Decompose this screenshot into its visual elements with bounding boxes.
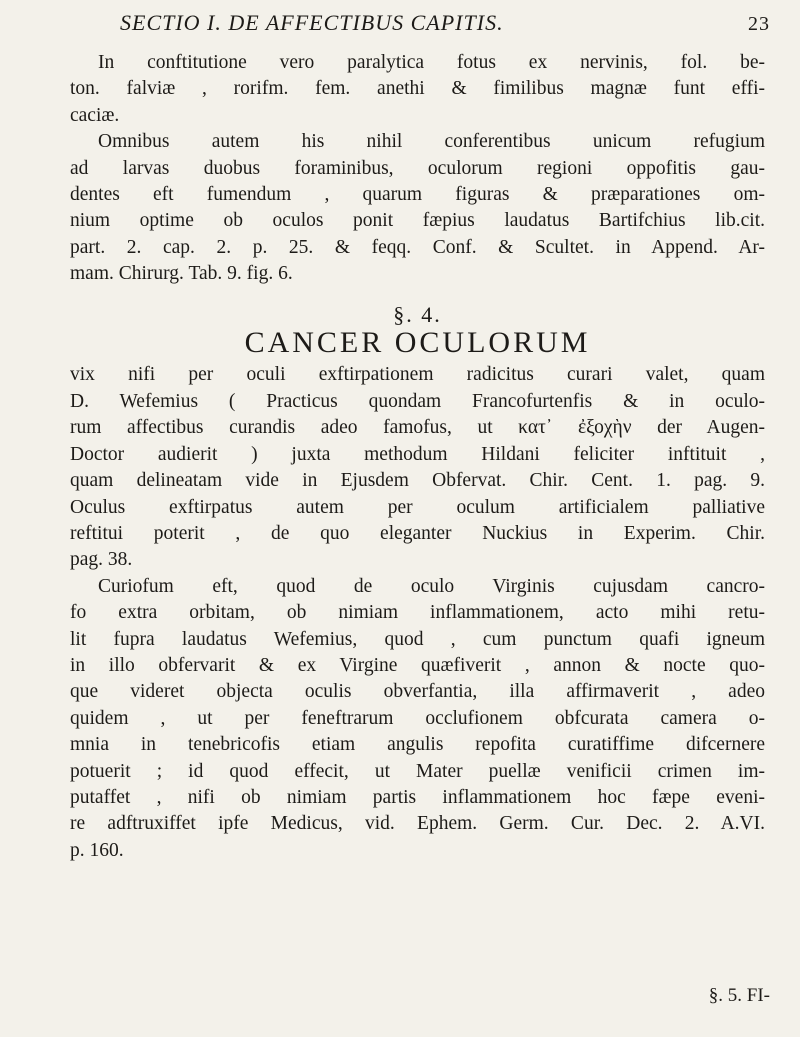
text-line: mnia in tenebricofis etiam angulis repofita curatiffime difcernere: [70, 734, 765, 756]
paragraph-3: [70, 362, 765, 573]
section-mark: §. 4.: [393, 301, 442, 327]
text-line: part. 2. cap. 2. p. 25. & feqq. Conf. & Scultet. in Append. Ar-: [70, 236, 765, 258]
text-line: Curiofum eft, quod de oculo Virginis cujusdam cancro-: [98, 575, 765, 597]
text-line: p. 160.: [70, 839, 124, 861]
paragraph-2: [70, 129, 765, 287]
running-head: [120, 10, 770, 36]
text-line: Omnibus autem his nihil conferentibus unicum refugium: [98, 131, 765, 153]
text-line: potuerit ; id quod effecit, ut Mater puellæ venificii crimen im-: [70, 760, 765, 782]
text-line: rum affectibus curandis adeo famofus, ut κατ᾽ ἐξοχὴν der Augen-: [70, 417, 765, 439]
text-line: quidem , ut per feneftrarum occlufionem obfcurata camera o-: [70, 707, 765, 729]
text-line: vix nifi per oculi exftirpationem radicitus curari valet, quam: [70, 364, 765, 386]
text-line: quam delineatam vide in Ejusdem Obfervat. Chir. Cent. 1. pag. 9.: [70, 470, 765, 492]
catchword: §. 5. FI-: [708, 985, 770, 1006]
text-line: Doctor audierit ) juxta methodum Hildani feliciter inftituit ,: [70, 443, 765, 465]
text-line: lit fupra laudatus Wefemius, quod , cum punctum quafi igneum: [70, 628, 765, 650]
text-line: reftitui poterit , de quo eleganter Nuckius in Experim. Chir.: [70, 522, 765, 544]
text-line: mam. Chirurg. Tab. 9. fig. 6.: [70, 263, 293, 285]
text-line: ad larvas duobus foraminibus, oculorum regioni oppofitis gau-: [70, 157, 765, 179]
paragraph-1: [70, 50, 765, 129]
paragraph-4: [70, 574, 765, 864]
text-line: dentes eft fumendum , quarum figuras & præparationes om-: [70, 184, 765, 206]
page-body: [70, 50, 765, 864]
page-number: 23: [748, 13, 770, 35]
text-line: caciæ.: [70, 104, 120, 126]
text-line: D. Wefemius ( Practicus quondam Francofurtenfis & in oculo-: [70, 390, 765, 412]
text-line: que videret objecta oculis obverfantia, illa affirmaverit , adeo: [70, 681, 765, 703]
running-title: SECTIO I. DE AFFECTIBUS CAPITIS.: [120, 10, 504, 35]
text-line: putaffet , nifi ob nimiam partis inflammationem hoc fæpe eveni-: [70, 786, 765, 808]
text-line: re adftruxiffet ipfe Medicus, vid. Ephem. Germ. Cur. Dec. 2. A.VI.: [70, 813, 765, 835]
text-line: fo extra orbitam, ob nimiam inflammationem, acto mihi retu-: [70, 602, 765, 624]
text-line: ton. falviæ , rorifm. fem. anethi & fimilibus magnæ funt effi-: [70, 78, 765, 100]
text-line: nium optime ob oculos ponit fæpius laudatus Bartifchius lib.cit.: [70, 210, 765, 232]
text-line: Oculus exftirpatus autem per oculum artificialem palliative: [70, 496, 765, 518]
text-line: in illo obfervarit & ex Virgine quæfiverit , annon & nocte quo-: [70, 654, 765, 676]
section-title: CANCER OCULORUM: [244, 326, 591, 360]
text-line: In conftitutione vero paralytica fotus ex nervinis, fol. be-: [98, 52, 765, 73]
text-line: pag. 38.: [70, 549, 133, 571]
